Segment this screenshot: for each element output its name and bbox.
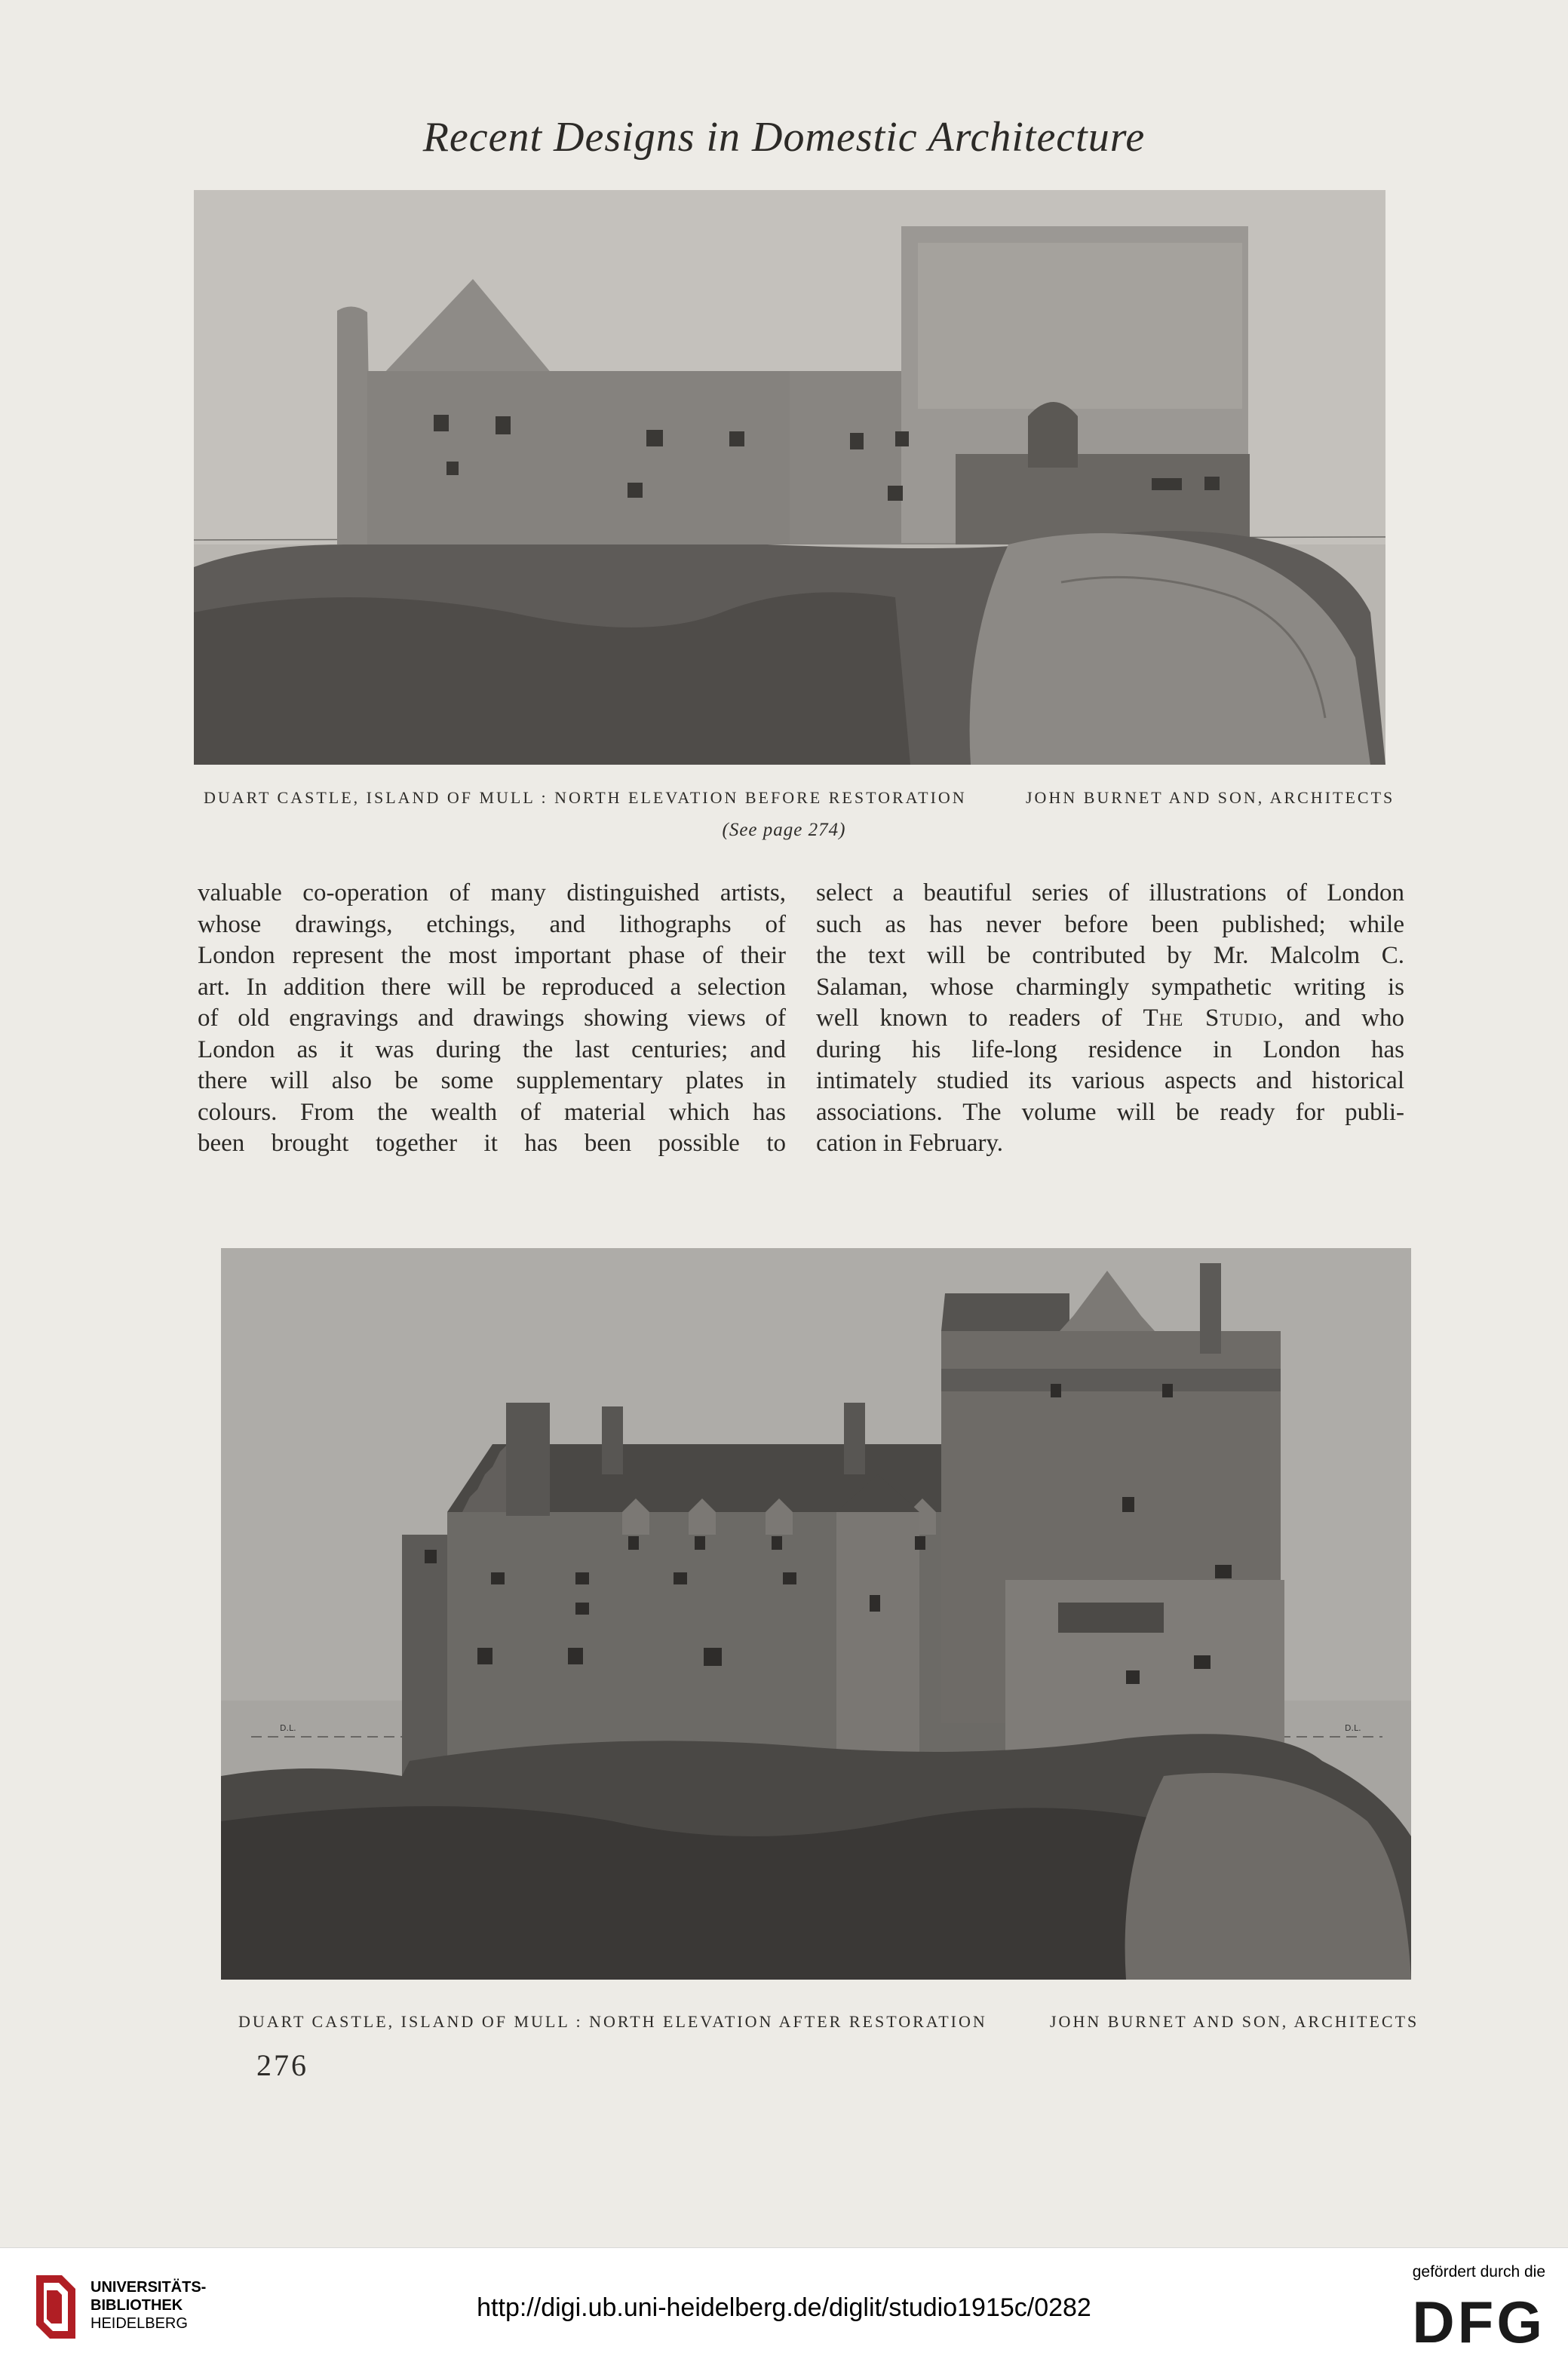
- right-line: during his life-long residence in London has: [816, 1035, 1404, 1063]
- plate-after-restoration: [221, 1248, 1411, 1980]
- left-line: been brought together it has been possible to: [198, 1130, 786, 1157]
- plate2-caption-architects: JOHN BURNET AND SON, ARCHITECTS: [1050, 2012, 1419, 2031]
- plate1-see-page: (See page 274): [722, 820, 846, 840]
- library-name-line: HEIDELBERG: [91, 2315, 188, 2332]
- right-line-part: , and who: [1277, 1005, 1404, 1032]
- right-line-part: well known to readers of: [816, 1005, 1143, 1032]
- plate1-caption-architects: JOHN BURNET AND SON, ARCHITECTS: [1026, 788, 1395, 807]
- plate-before-restoration: [194, 190, 1385, 765]
- left-line: London represent the most important phase of their: [198, 942, 786, 969]
- plate1-caption-title: DUART CASTLE, ISLAND OF MULL : NORTH ELEVATION BEFORE RESTORATION: [204, 788, 967, 807]
- right-line: cation in February.: [816, 1130, 1004, 1157]
- left-line: colours. From the wealth of material which has: [198, 1098, 786, 1126]
- left-line: of old engravings and drawings showing views of: [198, 1005, 786, 1032]
- digitisation-footer: [0, 2247, 1568, 2368]
- right-line: intimately studied its various aspects and historical: [816, 1067, 1404, 1094]
- right-line: associations. The volume will be ready for publi-: [816, 1098, 1404, 1126]
- left-line: valuable co-operation of many distinguished artists,: [198, 879, 786, 906]
- library-name-line: BIBLIOTHEK: [91, 2297, 183, 2314]
- right-line: [816, 1003, 1404, 1035]
- right-line: Salaman, whose charmingly sympathetic writing is: [816, 973, 1404, 1001]
- left-line: whose drawings, etchings, and lithographs of: [198, 910, 786, 938]
- body-right-column: [816, 878, 1404, 1160]
- left-line: art. In addition there will be reproduced a selection: [198, 973, 786, 1001]
- right-line: the text will be contributed by Mr. Malcolm C.: [816, 942, 1404, 969]
- permalink-url[interactable]: http://digi.ub.uni-heidelberg.de/diglit/studio1915c/0282: [477, 2293, 1091, 2322]
- library-name-line: UNIVERSITÄTS-: [91, 2279, 207, 2296]
- dfg-logo: DFG: [1412, 2289, 1545, 2355]
- running-head: Recent Designs in Domestic Architecture: [422, 114, 1146, 161]
- funded-by-label: gefördert durch die: [1412, 2263, 1545, 2281]
- castle-restored-drawing: [221, 1248, 1411, 1980]
- castle-ruin-drawing: [194, 190, 1385, 765]
- body-left-column: [198, 878, 786, 1160]
- right-line: select a beautiful series of illustrations of London: [816, 879, 1404, 906]
- page-number: 276: [256, 2048, 308, 2082]
- plate2-marker-right: D.L.: [1345, 1723, 1361, 1733]
- magazine-title: The Studio: [1143, 1005, 1278, 1032]
- right-line: such as has never before been published; while: [816, 910, 1404, 938]
- left-line: London as it was during the last centuries; and: [198, 1035, 786, 1063]
- left-line: there will also be some supplementary plates in: [198, 1067, 786, 1094]
- plate2-marker-left: D.L.: [280, 1723, 296, 1733]
- plate2-caption-title: DUART CASTLE, ISLAND OF MULL : NORTH ELEVATION AFTER RESTORATION: [238, 2012, 987, 2031]
